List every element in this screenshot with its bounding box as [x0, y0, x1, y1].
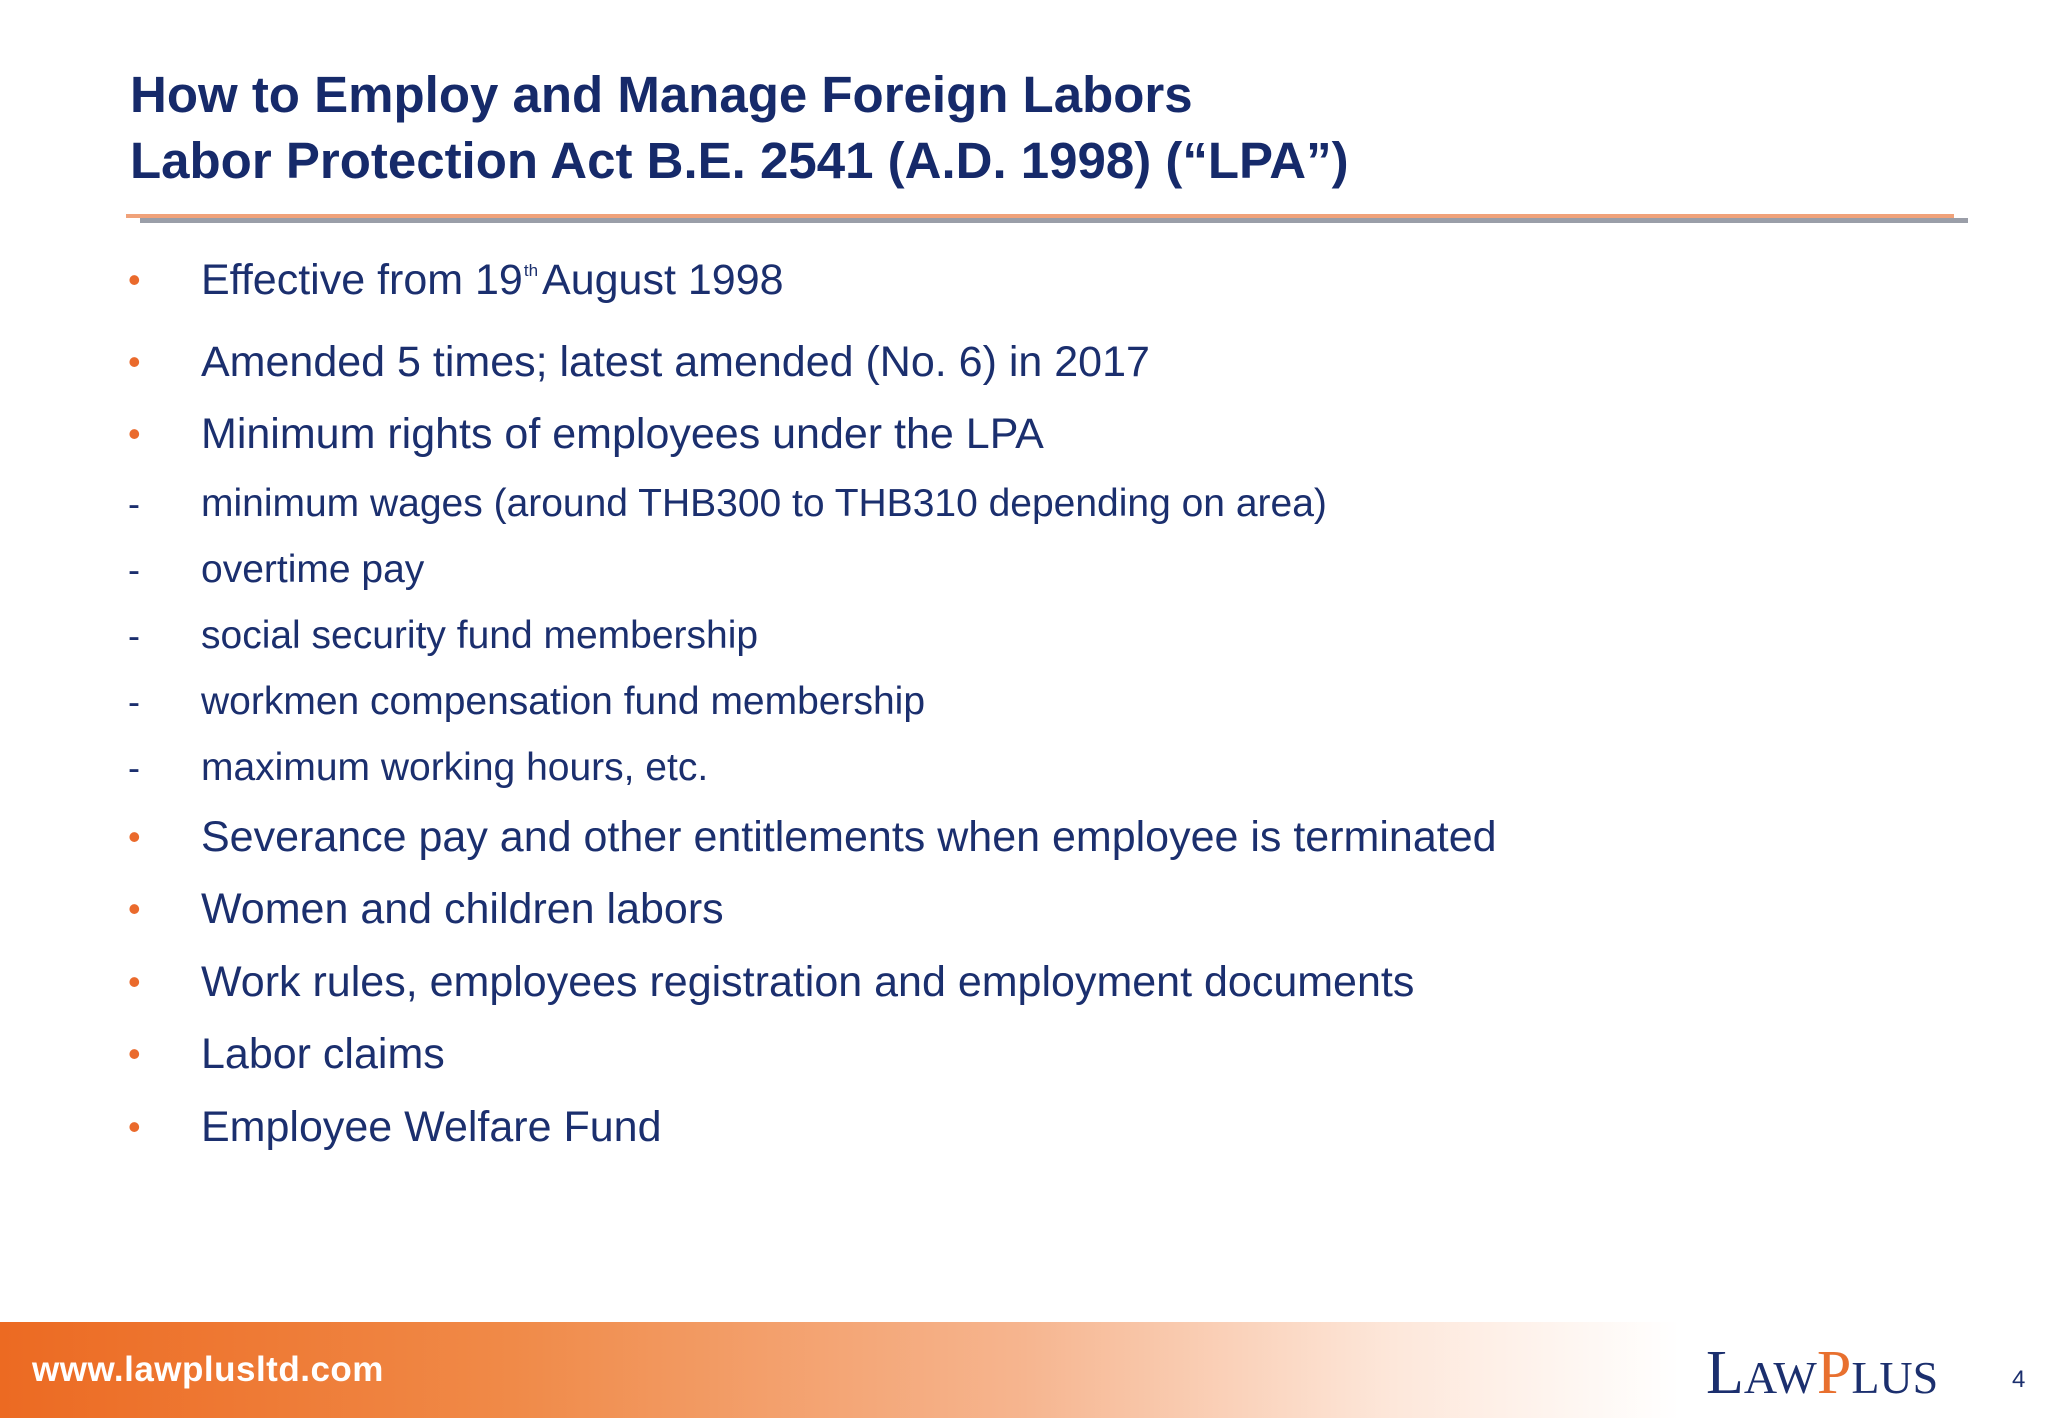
sub-item-text: maximum working hours, etc. — [201, 745, 709, 789]
lawplus-logo: LAWPLUS — [1706, 1339, 1939, 1407]
bullet-dot-icon: • — [128, 259, 141, 300]
bullet-item-work-rules — [128, 946, 1948, 1019]
sub-item-overtime-pay — [128, 537, 1948, 603]
ordinal-suffix: th — [523, 261, 539, 280]
bullet-item-welfare-fund — [128, 1091, 1948, 1164]
bullet-item-amendments — [128, 326, 1948, 399]
dash-icon: - — [128, 548, 140, 590]
bullet-text: Minimum rights of employees under the LPA — [201, 410, 1044, 458]
sub-item-text: social security fund membership — [201, 613, 759, 657]
sub-item-minimum-wages — [128, 471, 1948, 537]
bullet-item-minimum-rights — [128, 398, 1948, 471]
page-number: 4 — [2012, 1366, 2026, 1393]
slide-title — [130, 62, 1349, 194]
bullet-item-severance-pay — [128, 801, 1948, 874]
bullet-text: Amended 5 times; latest amended (No. 6) in 2017 — [201, 337, 1150, 386]
title-divider-grey — [140, 218, 1968, 223]
dash-icon: - — [128, 614, 140, 656]
effective-date-text: Effective from 19 — [201, 256, 523, 304]
effective-date-month: August 1998 — [542, 256, 784, 304]
bullet-dot-icon: • — [128, 960, 141, 1002]
sub-item-working-hours — [128, 735, 1948, 801]
sub-item-text: overtime pay — [201, 547, 425, 591]
website-url: www.lawplusltd.com — [32, 1350, 384, 1389]
bullet-dot-icon: • — [128, 413, 141, 454]
bullet-dot-icon: • — [128, 888, 141, 929]
sub-item-text: minimum wages (around THB300 to THB310 depending on area) — [201, 481, 1327, 525]
bullet-item-women-children — [128, 873, 1948, 946]
bullet-text: Work rules, employees registration and employment documents — [201, 957, 1415, 1006]
bullet-item-effective-date — [128, 244, 1948, 326]
dash-icon: - — [128, 680, 140, 722]
bullet-text: Employee Welfare Fund — [201, 1102, 662, 1151]
sub-item-workmen-compensation — [128, 669, 1948, 735]
bullet-dot-icon: • — [128, 815, 141, 857]
title-line-2: Labor Protection Act B.E. 2541 (A.D. 1998) (“LPA”) — [130, 132, 1349, 189]
bullet-text: Labor claims — [201, 1030, 445, 1078]
footer-bar — [0, 1322, 2048, 1418]
sub-item-social-security — [128, 603, 1948, 669]
dash-icon: - — [128, 482, 140, 524]
bullet-item-labor-claims — [128, 1018, 1948, 1091]
bullet-dot-icon: • — [128, 1033, 141, 1074]
bullet-list — [128, 244, 1948, 1163]
dash-icon: - — [128, 746, 140, 788]
title-line-1: How to Employ and Manage Foreign Labors — [130, 66, 1193, 123]
bullet-dot-icon: • — [128, 340, 141, 382]
sub-item-text: workmen compensation fund membership — [201, 679, 926, 723]
bullet-text: Severance pay and other entitlements when employee is terminated — [201, 812, 1497, 861]
bullet-text: Women and children labors — [201, 885, 724, 933]
bullet-dot-icon: • — [128, 1105, 141, 1147]
